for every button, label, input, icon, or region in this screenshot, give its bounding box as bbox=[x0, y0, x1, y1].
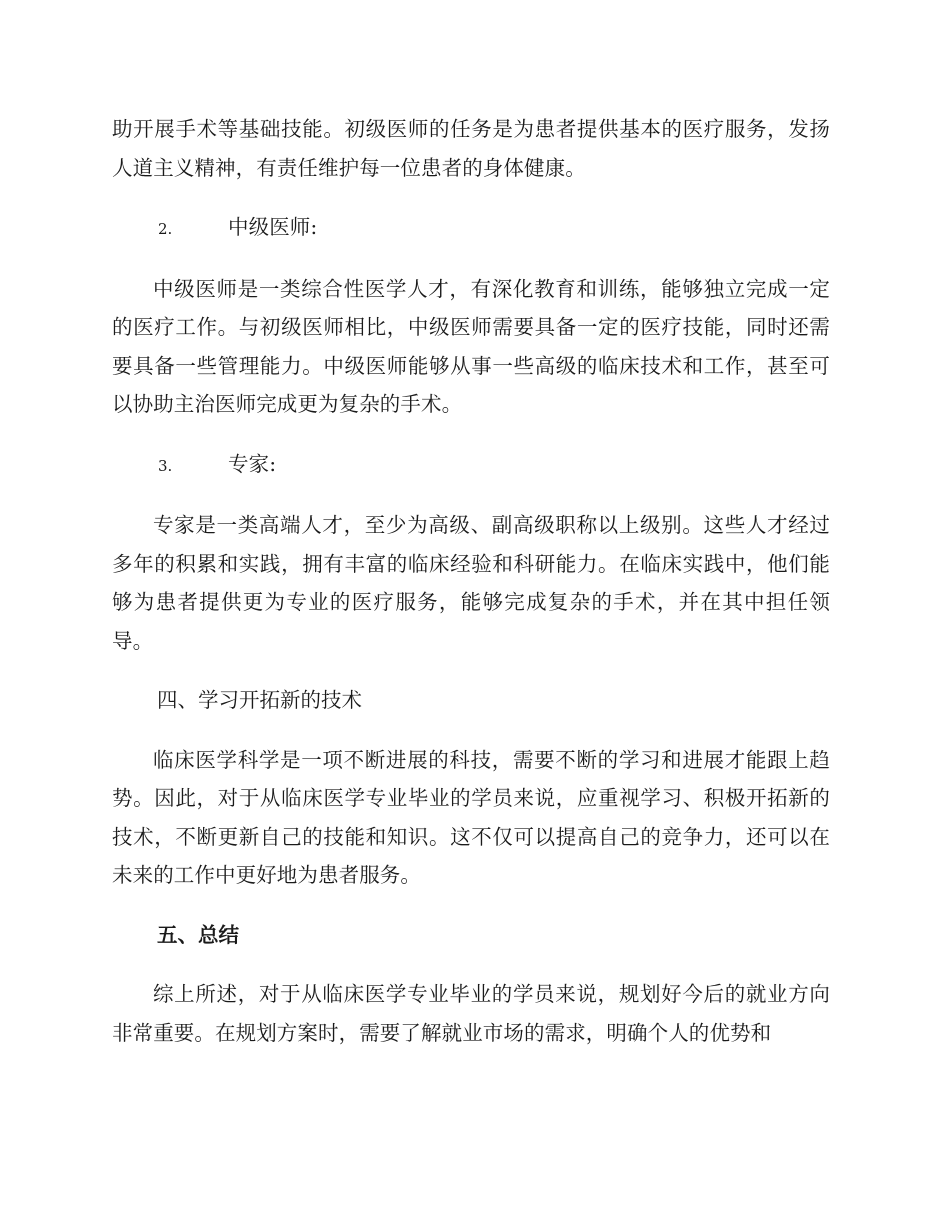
list-number: 2. bbox=[158, 220, 173, 238]
list-number: 3. bbox=[158, 456, 173, 475]
paragraph-summary: 综上所述，对于从临床医学专业毕业的学员来说，规划好今后的就业方向非常重要。在规划方案时，需要了解就业市场的需求，明确个人的优势和 bbox=[112, 982, 830, 1045]
list-title: 中级医师: bbox=[228, 215, 318, 239]
section-heading-new-techniques: 四、学习开拓新的技术 bbox=[157, 688, 362, 712]
paragraph-new-techniques: 临床医学科学是一项不断进展的科技，需要不断的学习和进展才能跟上趋势。因此，对于从临床医学专业毕业的学员来说，应重视学习、积极开拓新的技术，不断更新自己的技能和知识。这不仅可以提高自己的竞争力，还可以在未来的工作中更好地为患者服务。 bbox=[112, 747, 830, 887]
paragraph-intermediate-physician: 中级医师是一类综合性医学人才，有深化教育和训练，能够独立完成一定的医疗工作。与初级医师相比，中级医师需要具备一定的医疗技能，同时还需要具备一些管理能力。中级医师能够从事一些高级的临床技术和工作，甚至可以协助主治医师完成更为复杂的手术。 bbox=[112, 276, 830, 416]
section-heading-summary: 五、总结 bbox=[157, 922, 239, 947]
paragraph-junior-physician-continuation: 助开展手术等基础技能。初级医师的任务是为患者提供基本的医疗服务，发扬人道主义精神，有责任维护每一位患者的身体健康。 bbox=[112, 117, 830, 180]
list-item-intermediate-physician bbox=[112, 208, 830, 249]
list-item-expert bbox=[112, 445, 830, 486]
document-page bbox=[112, 110, 830, 1052]
paragraph-expert: 专家是一类高端人才，至少为高级、副高级职称以上级别。这些人才经过多年的积累和实践，拥有丰富的临床经验和科研能力。在临床实践中，他们能够为患者提供更为专业的医疗服务，能够完成复杂的手术，并在其中担任领导。 bbox=[112, 513, 830, 653]
list-title: 专家: bbox=[228, 451, 277, 476]
